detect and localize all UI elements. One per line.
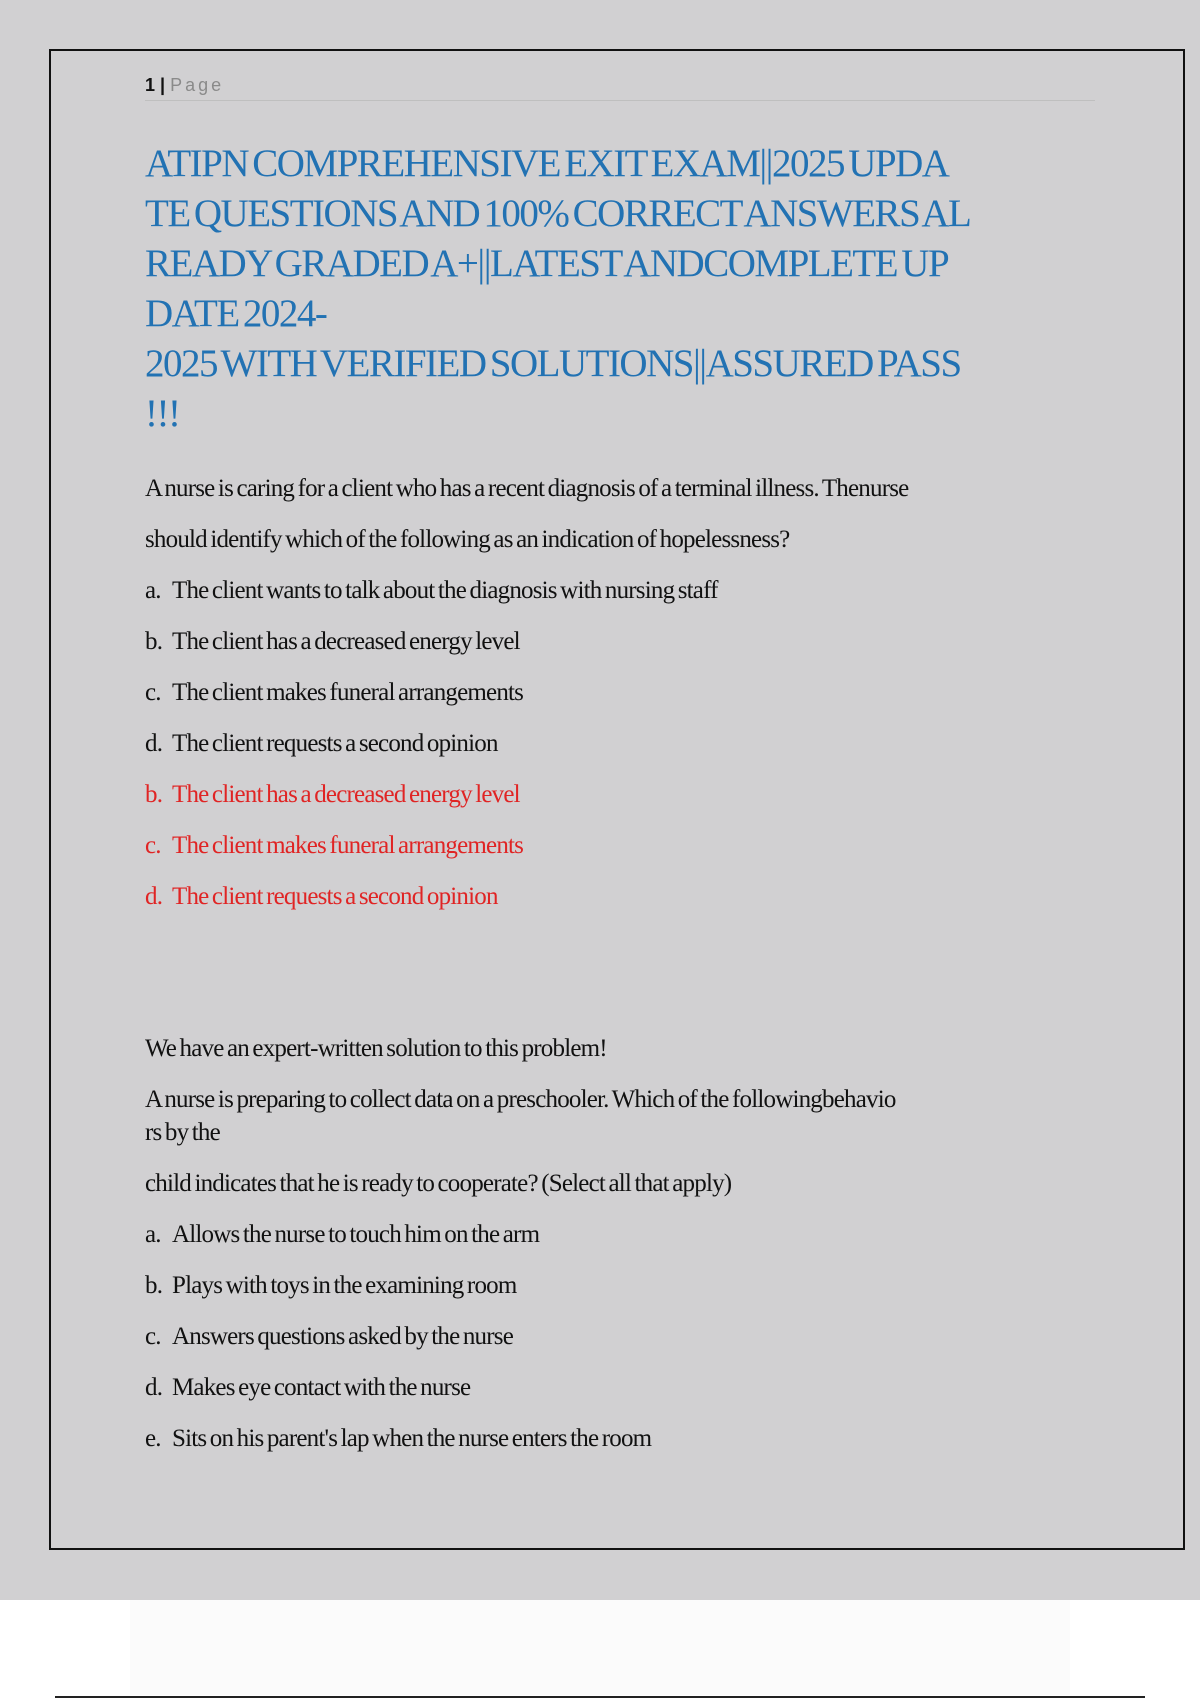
option-letter: e. <box>145 1425 161 1452</box>
expert-solution-note: We have an expert-written solution to this problem! <box>145 1035 607 1062</box>
question-line: A nurse is preparing to collect data on a preschooler. Which of the followingbehavio <box>145 1086 896 1113</box>
answer-text: The client makes funeral arrangements <box>172 832 524 859</box>
spacer <box>145 922 1095 1023</box>
question-line: child indicates that he is ready to cooperate? (Select all that apply) <box>145 1170 732 1197</box>
question-line: A nurse is caring for a client who has a recent diagnosis of a terminal illness. Thenurse <box>145 475 909 502</box>
option-text: The client has a decreased energy level <box>172 628 520 655</box>
answer-text: The client has a decreased energy level <box>172 781 520 808</box>
next-page-divider <box>55 1696 1145 1698</box>
title-line: !!! <box>145 392 180 435</box>
option-text: The client requests a second opinion <box>172 730 498 757</box>
question-1-text <box>145 463 1095 565</box>
answer-item <box>145 871 1095 922</box>
option-item <box>145 667 1095 718</box>
question-line: should identify which of the following as an indication of hopelessness? <box>145 526 790 553</box>
option-letter: c. <box>145 1323 161 1350</box>
option-letter: c. <box>145 679 161 706</box>
option-text: The client makes funeral arrangements <box>172 679 524 706</box>
option-letter: b. <box>145 1272 163 1299</box>
document-content <box>145 70 1095 1464</box>
option-item <box>145 1311 1095 1362</box>
option-item <box>145 1209 1095 1260</box>
document-title <box>145 139 1095 439</box>
option-letter: a. <box>145 1221 161 1248</box>
option-text: Sits on his parent's lap when the nurse enters the room <box>172 1425 652 1452</box>
title-line: ATIPN COMPREHENSIVE EXIT EXAM||2025 UPDA <box>145 142 949 185</box>
title-line: READY GRADED A+||LATEST ANDCOMPLETE UP <box>145 242 949 285</box>
option-item <box>145 565 1095 616</box>
option-item <box>145 1260 1095 1311</box>
option-letter: d. <box>145 730 163 757</box>
page-header <box>145 70 1095 101</box>
option-item <box>145 718 1095 769</box>
option-letter: b. <box>145 628 163 655</box>
answer-text: The client requests a second opinion <box>172 883 498 910</box>
answer-letter: c. <box>145 832 161 859</box>
option-text: Allows the nurse to touch him on the arm <box>172 1221 540 1248</box>
title-line: TE QUESTIONS AND 100% CORRECT ANSWERS AL <box>145 192 971 235</box>
page-label: Page <box>170 75 225 95</box>
option-text: The client wants to talk about the diagnosis with nursing staff <box>172 577 718 604</box>
answer-item <box>145 769 1095 820</box>
page-number: 1 <box>145 75 157 95</box>
option-letter: d. <box>145 1374 163 1401</box>
title-line: DATE 2024- <box>145 292 327 335</box>
option-text: Answers questions asked by the nurse <box>172 1323 513 1350</box>
question-line: rs by the <box>145 1119 220 1146</box>
option-letter: a. <box>145 577 161 604</box>
option-item <box>145 1413 1095 1464</box>
question-1 <box>145 463 1095 922</box>
next-page-preview <box>130 1600 1070 1695</box>
option-text: Plays with toys in the examining room <box>172 1272 517 1299</box>
page-separator: | <box>160 75 167 95</box>
answer-item <box>145 820 1095 871</box>
question-2-text <box>145 1074 1095 1158</box>
question-2 <box>145 1074 1095 1464</box>
option-item <box>145 1362 1095 1413</box>
answer-letter: d. <box>145 883 163 910</box>
title-line: 2025 WITH VERIFIED SOLUTIONS||ASSURED PASS <box>145 342 961 385</box>
option-item <box>145 616 1095 667</box>
answer-letter: b. <box>145 781 163 808</box>
option-text: Makes eye contact with the nurse <box>172 1374 471 1401</box>
